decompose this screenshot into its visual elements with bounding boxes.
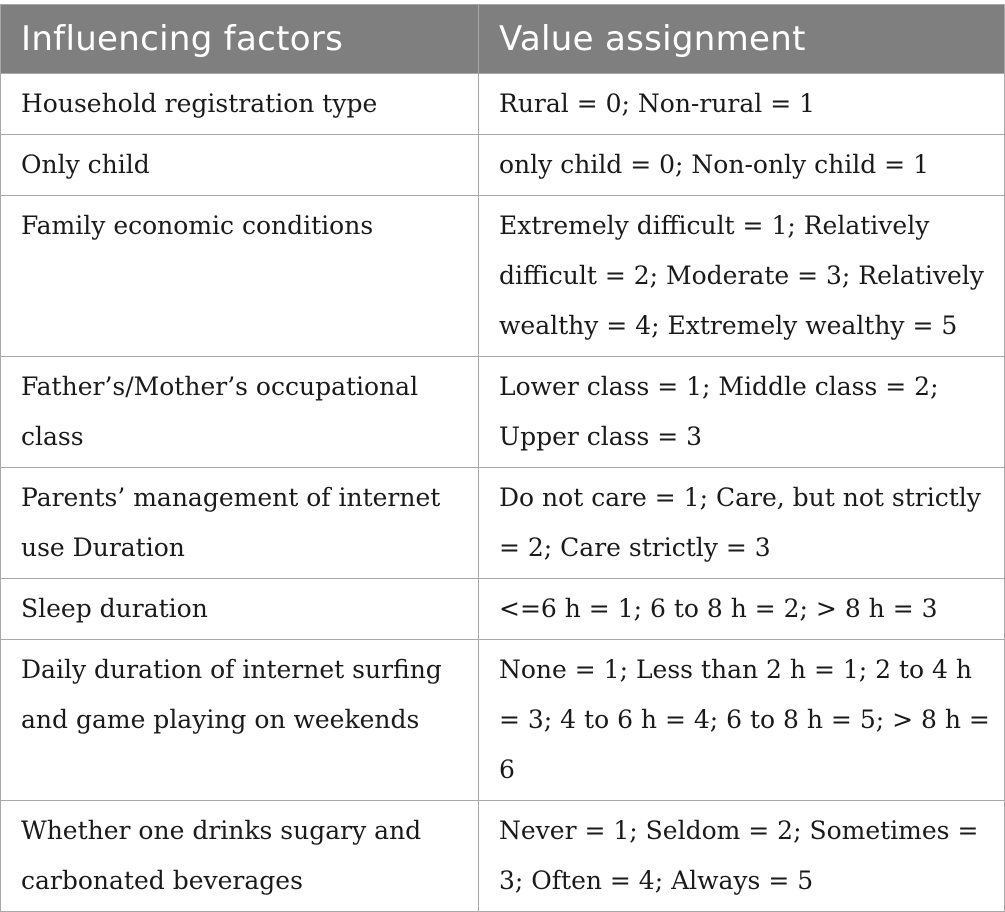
table-row (1, 357, 1005, 468)
value-cell: Extremely difficult = 1; Relatively difficult = 2; Moderate = 3; Relatively wealthy = 4; Extremely wealthy = 5 (479, 196, 1005, 357)
header-influencing-factors: Influencing factors (1, 5, 479, 74)
table-body (1, 74, 1005, 912)
value-cell: Never = 1; Seldom = 2; Sometimes = 3; Often = 4; Always = 5 (479, 801, 1005, 912)
header-value-assignment: Value assignment (479, 5, 1005, 74)
header-row (1, 5, 1005, 74)
factor-cell: Daily duration of internet surfing and game playing on weekends (1, 640, 479, 801)
value-cell: Rural = 0; Non-rural = 1 (479, 74, 1005, 135)
factor-cell: Family economic conditions (1, 196, 479, 357)
value-assignment-table (0, 4, 1005, 912)
table-row (1, 135, 1005, 196)
table-header (1, 5, 1005, 74)
value-cell: Lower class = 1; Middle class = 2; Upper class = 3 (479, 357, 1005, 468)
table-row (1, 74, 1005, 135)
factor-cell: Father’s/Mother’s occupational class (1, 357, 479, 468)
factor-cell: Parents’ management of internet use Duration (1, 468, 479, 579)
value-cell: <=6 h = 1; 6 to 8 h = 2; > 8 h = 3 (479, 579, 1005, 640)
value-cell: None = 1; Less than 2 h = 1; 2 to 4 h = 3; 4 to 6 h = 4; 6 to 8 h = 5; > 8 h = 6 (479, 640, 1005, 801)
table-row (1, 801, 1005, 912)
table-row (1, 196, 1005, 357)
value-assignment-table-container (0, 4, 1004, 912)
table-row (1, 468, 1005, 579)
table-row (1, 640, 1005, 801)
factor-cell: Household registration type (1, 74, 479, 135)
factor-cell: Only child (1, 135, 479, 196)
value-cell: only child = 0; Non-only child = 1 (479, 135, 1005, 196)
factor-cell: Whether one drinks sugary and carbonated beverages (1, 801, 479, 912)
value-cell: Do not care = 1; Care, but not strictly = 2; Care strictly = 3 (479, 468, 1005, 579)
factor-cell: Sleep duration (1, 579, 479, 640)
table-row (1, 579, 1005, 640)
